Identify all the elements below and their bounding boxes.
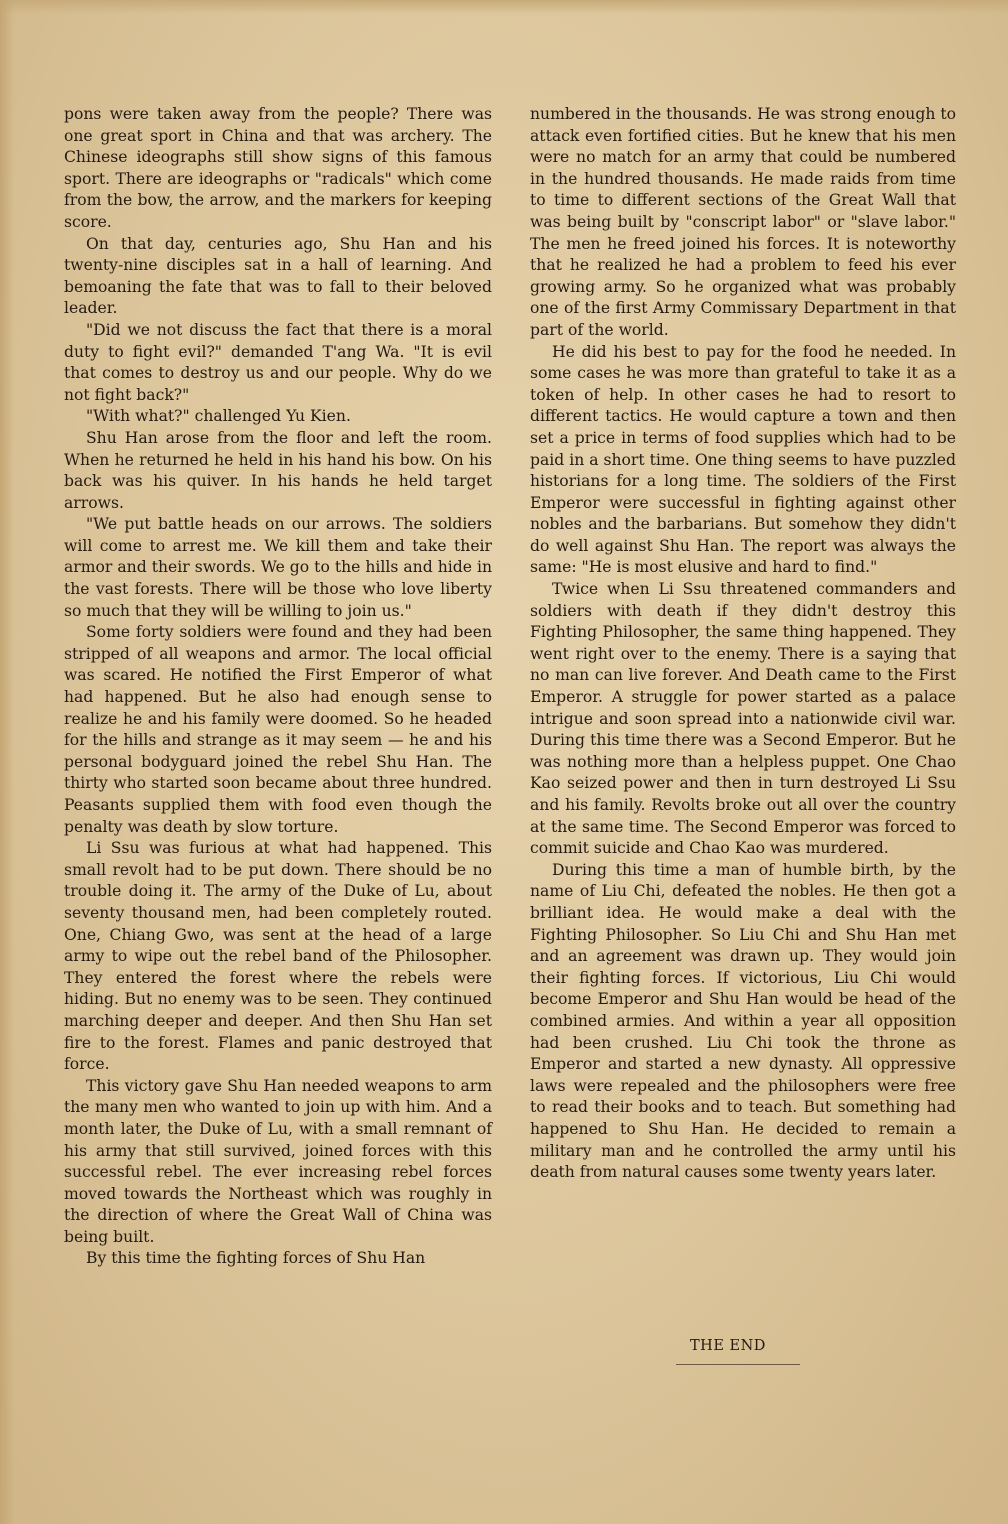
paragraph: "With what?" challenged Yu Kien. bbox=[86, 407, 351, 426]
paragraph: He did his best to pay for the food he needed. In some cases he was more than grateful to take it as a token of help. In other cases he had to resort to different tactics. He would capture a town and then set a price in terms of food supplies which had to be paid in a short time. One thing seems to have puzzled historians for a long time. The soldiers of the First Emperor were successful in fighting against other nobles and the barbarians. But somehow they didn't do well against Shu Han. The report was always the same: "He is most elusive and hard to find." bbox=[530, 342, 956, 577]
left-text-column bbox=[64, 104, 492, 1270]
paragraph: Shu Han arose from the floor and left the room. When he returned he held in his hand his bow. On his back was his quiver. In his hands he held target arrows. bbox=[64, 428, 492, 512]
paragraph: By this time the fighting forces of Shu Han bbox=[86, 1249, 426, 1268]
end-divider bbox=[676, 1364, 800, 1365]
paragraph: pons were taken away from the people? There was one great sport in China and that was archery. The Chinese ideographs still show signs of this famous sport. There are ideographs or "radicals" which come from the bow, the arrow, and the markers for keeping score. bbox=[64, 105, 492, 231]
paragraph: Twice when Li Ssu threatened commanders and soldiers with death if they didn't destroy this Fighting Philosopher, the same thing happened. They went right over to the enemy. There is a saying that no man can live forever. And Death came to the First Emperor. A struggle for power started as a palace intrigue and soon spread into a nationwide civil war. During this time there was a Second Emperor. But he was nothing more than a helpless puppet. One Chao Kao seized power and then in turn destroyed Li Ssu and his family. Revolts broke out all over the country at the same time. The Second Emperor was forced to commit suicide and Chao Kao was murdered. bbox=[530, 580, 956, 858]
the-end-label: THE END bbox=[690, 1338, 766, 1354]
paragraph: On that day, centuries ago, Shu Han and his twenty-nine disciples sat in a hall of learning. And bemoaning the fate that was to fall to their beloved leader. bbox=[64, 234, 492, 318]
paragraph: numbered in the thousands. He was strong enough to attack even fortified cities. But he knew that his men were no match for an army that could be numbered in the hundred thousands. He made raids from time to time to different sections of the Great Wall that was being built by "conscript labor" or "slave labor." The men he freed joined his forces. It is noteworthy that he realized he had a problem to feed his ever growing army. So he organized what was probably one of the first Army Commissary Department in that part of the world. bbox=[530, 105, 956, 339]
paragraph: This victory gave Shu Han needed weapons to arm the many men who wanted to join up with him. And a month later, the Duke of Lu, with a small remnant of his army that still survived, joined forces with this successful rebel. The ever increasing rebel forces moved towards the Northeast which was roughly in the direction of where the Great Wall of China was being built. bbox=[64, 1076, 492, 1246]
paragraph: Li Ssu was furious at what had happened. This small revolt had to be put down. There should be no trouble doing it. The army of the Duke of Lu, about seventy thousand men, had been completely routed. One, Chiang Gwo, was sent at the head of a large army to wipe out the rebel band of the Philosopher. They entered the forest where the rebels were hiding. But no enemy was to be seen. They continued marching deeper and deeper. And then Shu Han set fire to the forest. Flames and panic destroyed that force. bbox=[64, 839, 492, 1074]
paragraph: "We put battle heads on our arrows. The soldiers will come to arrest me. We kill them and take their armor and their swords. We go to the hills and hide in the vast forests. There will be those who love liberty so much that they will be willing to join us." bbox=[64, 515, 492, 620]
right-text-column bbox=[530, 104, 956, 1184]
paragraph: Some forty soldiers were found and they had been stripped of all weapons and armor. The local official was scared. He notified the First Emperor of what had happened. But he also had enough sense to realize he and his family were doomed. So he headed for the hills and strange as it may seem — he and his personal bodyguard joined the rebel Shu Han. The thirty who started soon became about three hundred. Peasants supplied them with food even though the penalty was death by slow torture. bbox=[64, 623, 492, 836]
page-left-edge bbox=[0, 0, 14, 1524]
page-top-edge bbox=[0, 0, 1008, 14]
paragraph: "Did we not discuss the fact that there is a moral duty to fight evil?" demanded T'ang Wa. "It is evil that comes to destroy us and our people. Why do we not fight back?" bbox=[64, 320, 492, 404]
paragraph: During this time a man of humble birth, by the name of Liu Chi, defeated the nobles. He then got a brilliant idea. He would make a deal with the Fighting Philosopher. So Liu Chi and Shu Han met and an agreement was drawn up. They would join their fighting forces. If victorious, Liu Chi would become Emperor and Shu Han would be head of the combined armies. And within a year all opposition had been crushed. Liu Chi took the throne as Emperor and started a new dynasty. All oppressive laws were repealed and the philosophers were free to read their books and to teach. But something had happened to Shu Han. He decided to remain a military man and he controlled the army until his death from natural causes some twenty years later. bbox=[530, 860, 956, 1182]
